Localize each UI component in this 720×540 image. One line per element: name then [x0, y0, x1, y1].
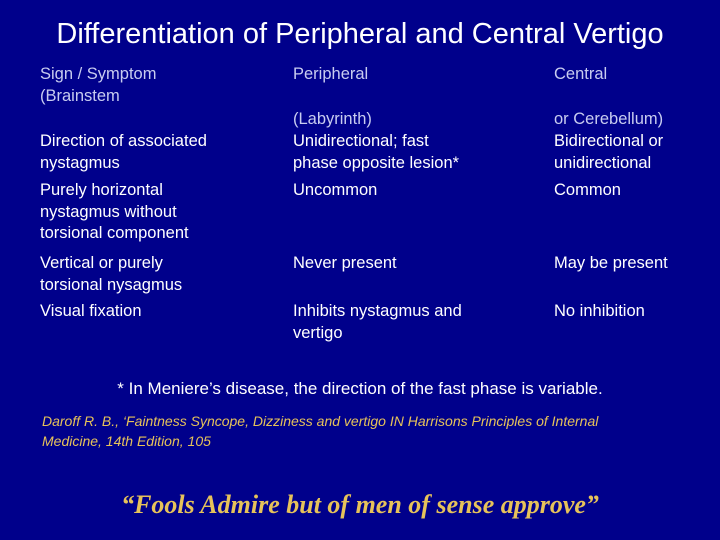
- quote: “Fools Admire but of men of sense approve”: [121, 490, 599, 519]
- subheader-labyrinth: (Labyrinth): [293, 110, 372, 128]
- row-central: May be present: [554, 254, 668, 272]
- header-central: Central: [554, 65, 608, 83]
- row-sign: Vertical or purely torsional nysagmus: [40, 254, 183, 294]
- header-sign-symptom: Sign / Symptom (Brainstem: [40, 65, 157, 105]
- slide-title: Differentiation of Peripheral and Central Vertigo: [56, 18, 664, 50]
- row-peripheral: Uncommon: [293, 181, 378, 199]
- citation: Daroff R. B., ‘Faintness Syncope, Dizziness and vertigo IN Harrisons Principles of Internal Medicine, 14th Edition, 105: [42, 413, 599, 449]
- row-sign: Purely horizontal nystagmus without torsional component: [40, 181, 189, 242]
- row-peripheral: Inhibits nystagmus and vertigo: [293, 302, 462, 342]
- row-central: Common: [554, 181, 621, 199]
- footnote: * In Meniere’s disease, the direction of the fast phase is variable.: [117, 379, 603, 398]
- row-central: No inhibition: [554, 302, 645, 320]
- row-sign: Direction of associated nystagmus: [40, 132, 207, 172]
- header-peripheral: Peripheral: [293, 65, 369, 83]
- row-peripheral: Never present: [293, 254, 397, 272]
- row-peripheral: Unidirectional; fast phase opposite lesion*: [293, 132, 460, 172]
- row-central: Bidirectional or unidirectional: [554, 132, 664, 172]
- subheader-cerebellum: or Cerebellum): [554, 110, 664, 128]
- row-sign: Visual fixation: [40, 302, 142, 320]
